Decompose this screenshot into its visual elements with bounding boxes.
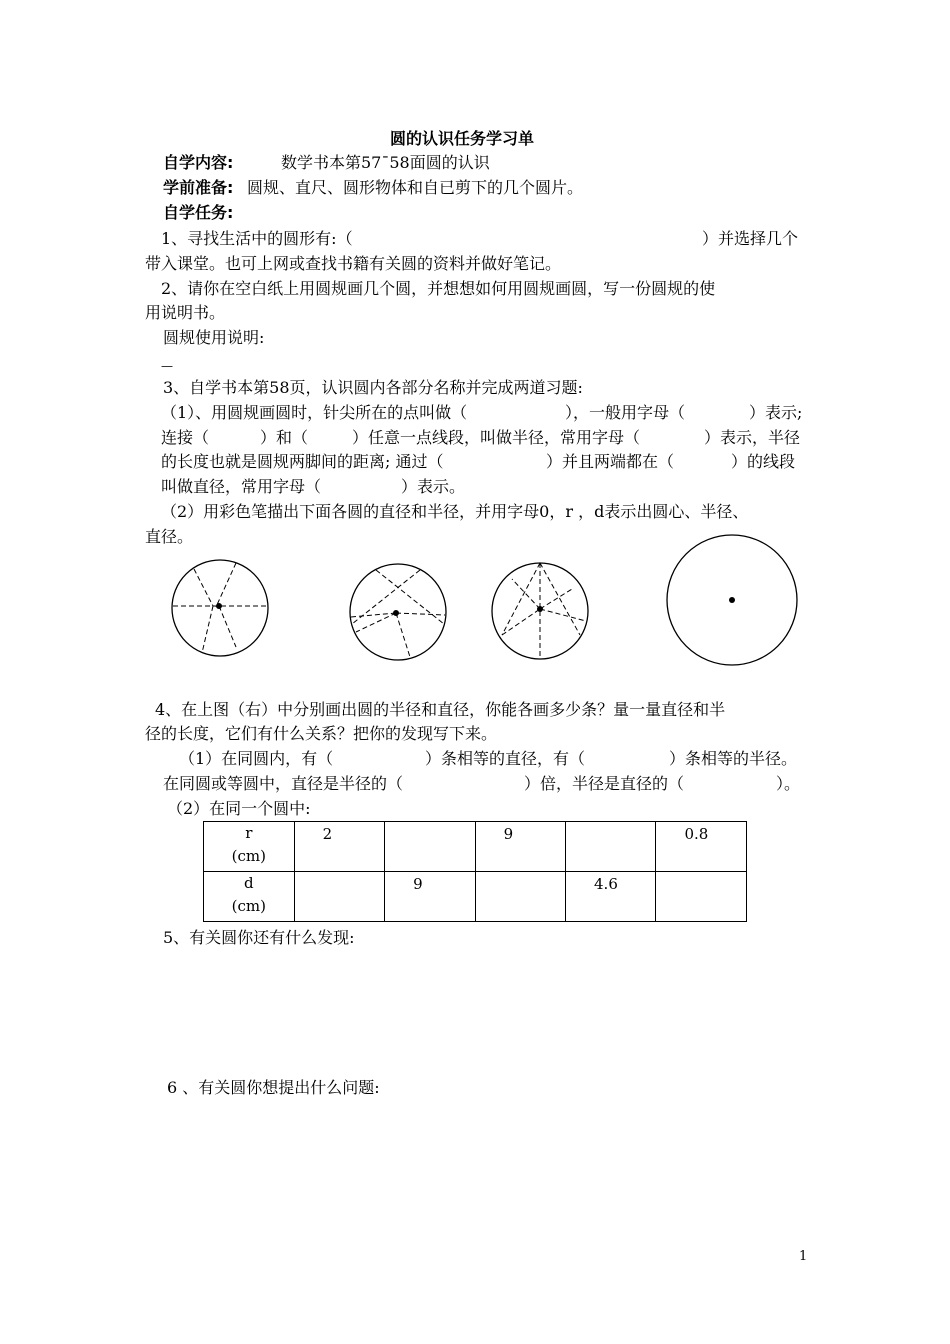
q4-p2-b: ）倍，半径是直径的（: [524, 774, 685, 793]
row-header: r (cm): [204, 822, 295, 872]
q3-p1-a: （1）、用圆规画圆时，针尖所在的点叫做（: [161, 403, 468, 422]
table-cell[interactable]: [475, 872, 565, 922]
q4-p1-b: ）条相等的直径，有（: [425, 749, 586, 768]
q3-p1-c: ）表示;: [749, 403, 803, 422]
content-label: 自学内容:: [163, 153, 234, 172]
q4-p2-a: 在同圆或等圆中，直径是半径的（: [163, 774, 404, 793]
q3-intro: 3、自学书本第58页，认识圆内各部分名称并完成两道习题:: [163, 378, 583, 397]
table-row: [204, 822, 747, 872]
row-header: d (cm): [204, 872, 295, 922]
circle-figure-2: [348, 562, 448, 662]
table-cell[interactable]: [385, 822, 475, 872]
q3-p2-a: 连接（: [161, 428, 210, 447]
q4-line2: 径的长度，它们有什么关系？把你的发现写下来。: [145, 724, 498, 743]
q2-answer-line: —: [161, 359, 173, 373]
circle-figure-1: [170, 557, 270, 657]
page-number: 1: [799, 1249, 808, 1264]
circle-figure-4: [665, 533, 799, 667]
circle-figure-3: [490, 561, 590, 661]
table-cell[interactable]: 9: [385, 872, 475, 922]
table-cell[interactable]: 9: [475, 822, 565, 872]
radius-diameter-table: [203, 821, 747, 922]
q3-p3-b: ）并且两端都在（: [546, 452, 675, 471]
table-row: [204, 872, 747, 922]
q3-p2-d: ）表示，半径: [704, 428, 801, 447]
table-cell[interactable]: [294, 872, 384, 922]
q6-text: 6 、有关圆你想提出什么问题:: [167, 1078, 380, 1097]
q3-p2-c: ）任意一点线段，叫做半径，常用字母（: [352, 428, 641, 447]
prep-text: 圆规、直尺、圆形物体和自已剪下的几个圆片。: [247, 178, 584, 197]
q3-p5: （2）用彩色笔描出下面各圆的直径和半径，并用字母0，r ，d表示出圆心、半径、: [161, 502, 749, 521]
q3-p2-b: ）和（: [260, 428, 309, 447]
q1-line2: 带入课堂。也可上网或查找书籍有关圆的资料并做好笔记。: [145, 254, 562, 273]
q3-p3-c: ）的线段: [731, 452, 796, 471]
table-cell[interactable]: 2: [294, 822, 384, 872]
q4-p1-c: ）条相等的半径。: [669, 749, 798, 768]
q5-text: 5、有关圆你还有什么发现:: [163, 928, 355, 947]
q2-line2: 用说明书。: [145, 303, 226, 322]
page-title: 圆的认识任务学习单: [390, 129, 535, 148]
table-cell[interactable]: 4.6: [566, 872, 656, 922]
q3-p3-a: 的长度也就是圆规两脚间的距离; 通过（: [161, 452, 444, 471]
q2-compass-label: 圆规使用说明:: [163, 328, 265, 347]
q3-p1-b: ），一般用字母（: [565, 403, 686, 422]
table-cell[interactable]: 0.8: [656, 822, 747, 872]
table-cell[interactable]: [656, 872, 747, 922]
q3-p4-a: 叫做直径，常用字母（: [161, 477, 322, 496]
q4-line1: 4、在上图（右）中分别画出圆的半径和直径，你能各画多少条？量一量直径和半: [155, 700, 726, 719]
q4-p2-c: ）。: [776, 774, 801, 793]
q3-p4-b: ）表示。: [401, 477, 466, 496]
prep-label: 学前准备:: [163, 178, 234, 197]
q1-line1-b: ）并选择几个: [702, 229, 799, 248]
q4-p3: （2）在同一个圆中:: [167, 799, 311, 818]
table-cell[interactable]: [566, 822, 656, 872]
task-label: 自学任务:: [163, 203, 234, 222]
q2-line1: 2、请你在空白纸上用圆规画几个圆，并想想如何用圆规画圆，写一份圆规的使: [161, 279, 716, 298]
q3-p6: 直径。: [145, 527, 194, 546]
q1-line1-a: 1、寻找生活中的圆形有:（: [161, 229, 353, 248]
content-text: 数学书本第57¯58面圆的认识: [281, 153, 490, 172]
q4-p1-a: （1）在同圆内，有（: [179, 749, 334, 768]
